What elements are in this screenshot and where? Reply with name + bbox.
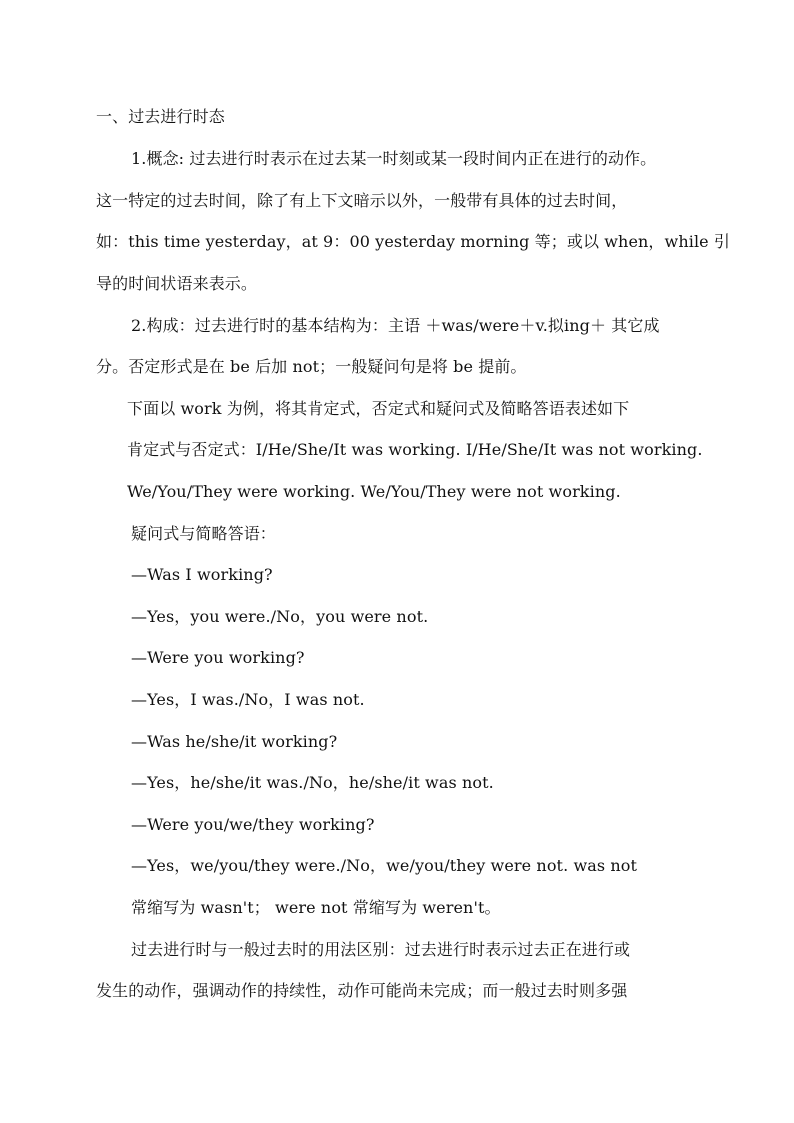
dialogue-line: —Were you/we/they working? bbox=[131, 815, 375, 834]
paragraph-line: 疑问式与简略答语： bbox=[131, 524, 276, 543]
paragraph-line: 如：this time yesterday，at 9：00 yesterday morning 等；或以 when，while 引 bbox=[96, 232, 731, 251]
dialogue-line: —Was I working? bbox=[131, 565, 273, 584]
dialogue-line: —Yes，we/you/they were./No，we/you/they were not. was not bbox=[131, 856, 638, 875]
dialogue-line: —Yes，he/she/it was./No，he/she/it was not. bbox=[131, 773, 494, 792]
paragraph-line: 分。否定形式是在 be 后加 not；一般疑问句是将 be 提前。 bbox=[96, 357, 527, 376]
paragraph-line: 导的时间状语来表示。 bbox=[96, 274, 258, 293]
paragraph-line: 发生的动作，强调动作的持续性，动作可能尚未完成；而一般过去时则多强 bbox=[96, 981, 628, 1000]
dialogue-line: —Yes，you were./No，you were not. bbox=[131, 607, 429, 626]
paragraph-line: 下面以 work 为例，将其肯定式，否定式和疑问式及简略答语表述如下 bbox=[127, 399, 630, 418]
dialogue-line: —Was he/she/it working? bbox=[131, 732, 338, 751]
section-heading: 一、过去进行时态 bbox=[96, 107, 225, 126]
paragraph-line: 过去进行时与一般过去时的用法区别：过去进行时表示过去正在进行或 bbox=[131, 940, 631, 959]
paragraph-line: 2.构成：过去进行时的基本结构为：主语 ＋was/were＋v.拟ing＋ 其它成 bbox=[131, 316, 660, 335]
paragraph-line: 1.概念: 过去进行时表示在过去某一时刻或某一段时间内正在进行的动作。 bbox=[131, 149, 657, 168]
paragraph-line: We/You/They were working. We/You/They were not working. bbox=[127, 482, 621, 501]
dialogue-line: —Yes，I was./No，I was not. bbox=[131, 690, 365, 709]
paragraph-line: 肯定式与否定式：I/He/She/It was working. I/He/She/It was not working. bbox=[127, 440, 703, 459]
paragraph-line: 这一特定的过去时间，除了有上下文暗示以外，一般带有具体的过去时间， bbox=[96, 191, 628, 210]
paragraph-line: 常缩写为 wasn't； were not 常缩写为 weren't。 bbox=[131, 898, 501, 917]
dialogue-line: —Were you working? bbox=[131, 648, 305, 667]
